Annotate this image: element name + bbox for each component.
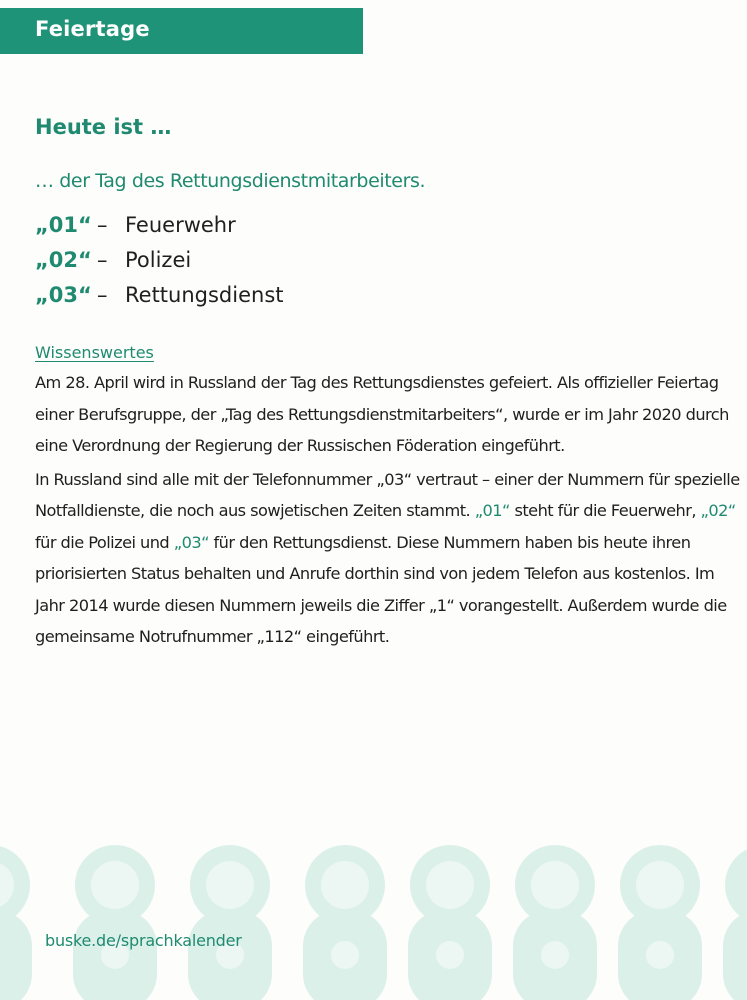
matryoshka-doll-icon: [408, 845, 492, 1000]
matryoshka-doll-icon: [188, 845, 272, 1000]
paragraph-2-text: steht für die Feuerwehr,: [509, 501, 701, 520]
page-heading: Heute ist …: [35, 115, 172, 139]
matryoshka-pattern: [0, 830, 747, 1000]
list-item: [35, 283, 485, 318]
highlight-number-02: „02“: [700, 501, 736, 520]
number-label: Polizei: [125, 248, 192, 272]
list-item: [35, 213, 485, 248]
section-label: Wissenswertes: [35, 343, 154, 362]
header-title: Feiertage: [35, 17, 150, 41]
number-dash: –: [97, 213, 108, 237]
matryoshka-doll-icon: [723, 845, 747, 1000]
paragraph-1: Am 28. April wird in Russland der Tag des Rettungsdienstes gefeiert. Als offizieller Feiertag einer Berufsgruppe, der „Tag des Rettungsdienstmitarbeiters“, wurde er im Jahr 2020 durch eine Verordnung der Regierung der Russischen Föderation eingeführt.: [35, 373, 729, 455]
paragraph-2-text: In Russland sind alle mit der Telefonnummer „03“ vertraut – einer der Nummern für spezielle Notfalldienste, die noch aus sowjetischen Zeiten stammt.: [35, 469, 740, 520]
paragraph-2-text: für die Polizei und: [35, 532, 174, 552]
publisher-link[interactable]: buske.de/sprachkalender: [45, 931, 242, 950]
number-code: „01“: [35, 213, 92, 237]
matryoshka-doll-icon: [513, 845, 597, 1000]
number-label: Feuerwehr: [125, 213, 236, 237]
paragraph-2-text: für den Rettungsdienst. Diese Nummern haben bis heute ihren priorisierten Status behalten und Anrufe dorthin sind von jedem Telefon aus kostenlos. Im Jahr 2014 wurde diesen Nummern jeweils die Ziffer „1“ vorangestellt. Außerdem wurde die gemeinsame Notrufnummer „112“ eingeführt.: [35, 532, 727, 646]
emergency-number-list: [35, 213, 485, 318]
number-dash: –: [97, 248, 108, 272]
highlight-number-03: „03“: [173, 532, 209, 552]
matryoshka-doll-icon: [618, 845, 702, 1000]
matryoshka-doll-icon: [73, 845, 157, 1000]
paragraph-2: [35, 464, 740, 653]
page-subheading: … der Tag des Rettungsdienstmitarbeiters.: [35, 170, 426, 192]
matryoshka-doll-icon: [303, 845, 387, 1000]
section-body: [35, 367, 740, 655]
number-code: „03“: [35, 283, 92, 307]
list-item: [35, 248, 485, 283]
number-code: „02“: [35, 248, 92, 272]
number-dash: –: [97, 283, 108, 307]
highlight-number-01: „01“: [474, 501, 510, 520]
number-label: Rettungsdienst: [125, 283, 284, 307]
matryoshka-doll-icon: [0, 845, 32, 1000]
